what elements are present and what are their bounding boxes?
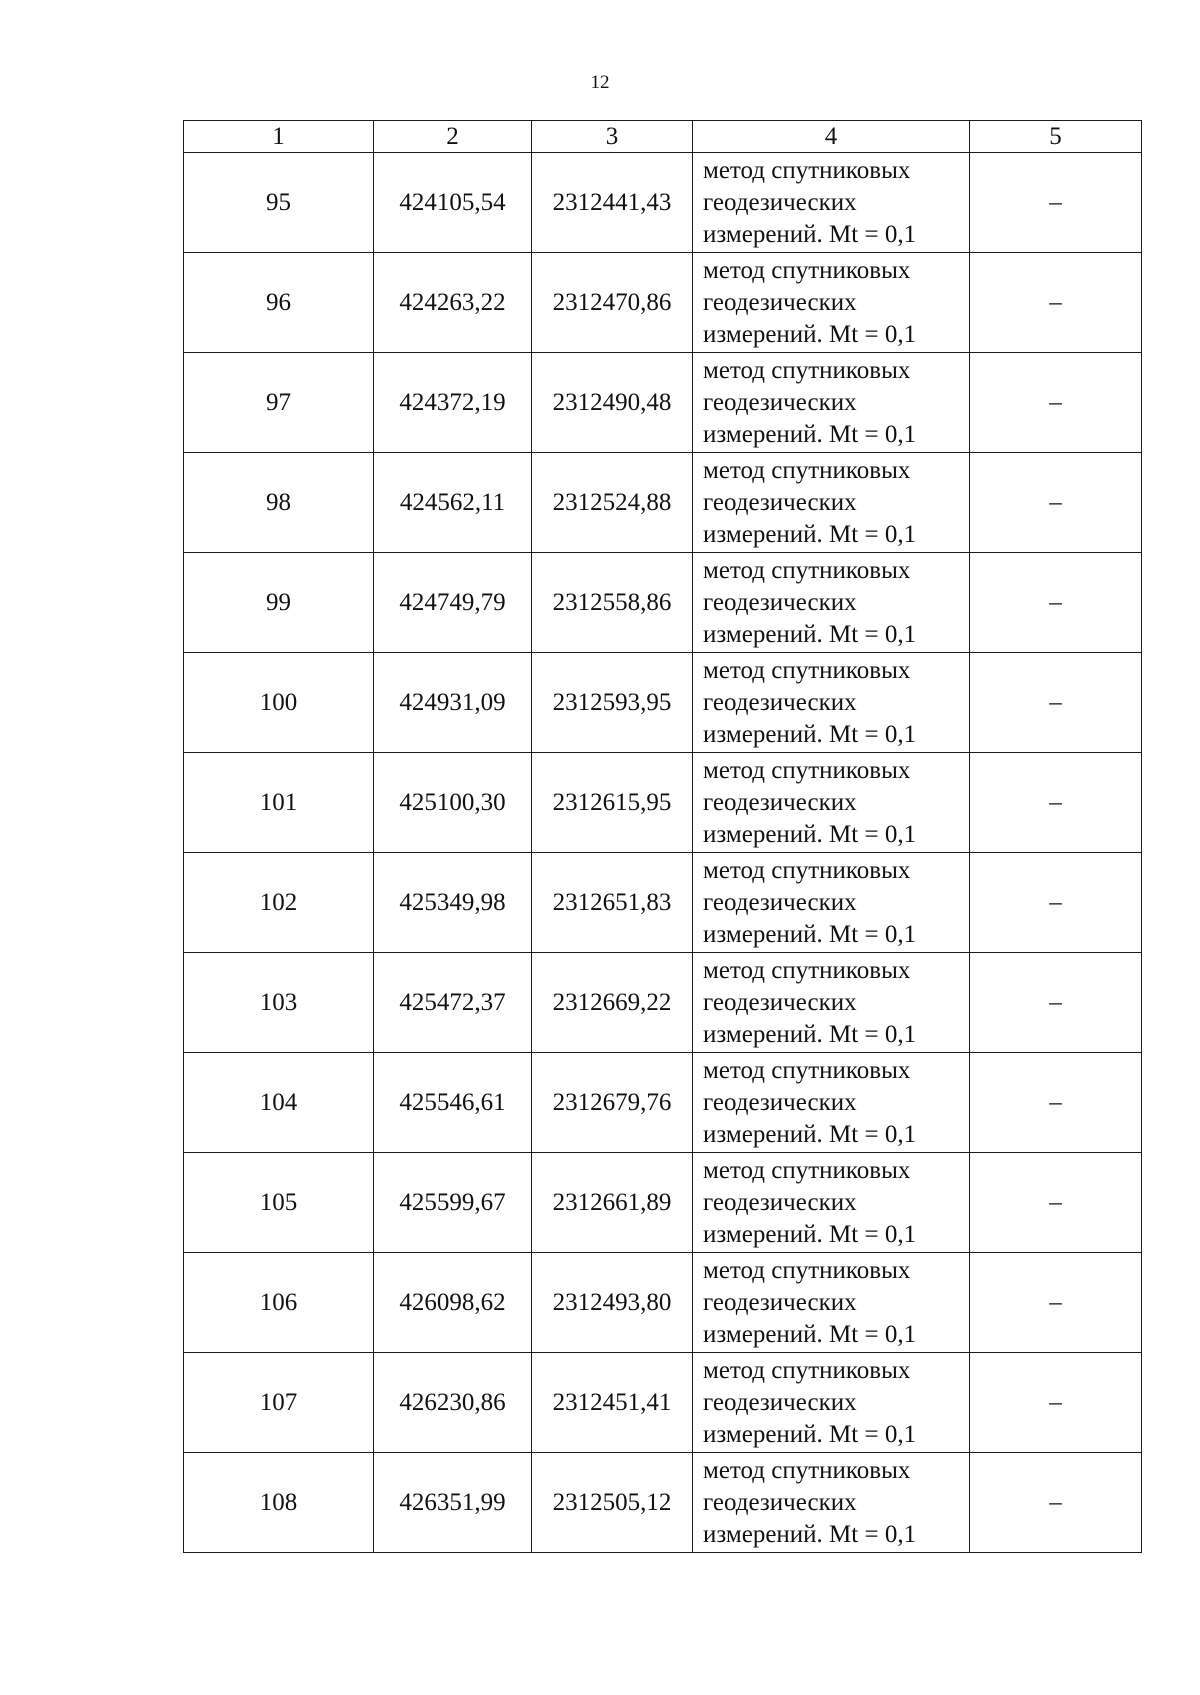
method-cell [693, 1053, 970, 1153]
method-line: метод спутниковых [703, 1056, 911, 1084]
table-row [184, 453, 1142, 553]
table-row [184, 953, 1142, 1053]
method-line: геодезических [703, 488, 857, 516]
method-line: метод спутниковых [703, 656, 911, 684]
table-header [184, 121, 1142, 153]
method-line: геодезических [703, 288, 857, 316]
x-coordinate-cell: 425100,30 [374, 753, 532, 853]
x-coordinate-cell: 425349,98 [374, 853, 532, 953]
column-header-5: 5 [970, 121, 1142, 153]
column-header-1: 1 [184, 121, 374, 153]
x-coordinate-cell: 424749,79 [374, 553, 532, 653]
x-coordinate-cell: 424931,09 [374, 653, 532, 753]
y-coordinate-cell: 2312470,86 [532, 253, 693, 353]
y-coordinate-cell: 2312661,89 [532, 1153, 693, 1253]
method-line: измерений. Mt = 0,1 [703, 1420, 917, 1448]
method-line: метод спутниковых [703, 1156, 911, 1184]
method-cell [693, 653, 970, 753]
table-row [184, 853, 1142, 953]
method-line: геодезических [703, 1088, 857, 1116]
table-row [184, 1153, 1142, 1253]
method-line: метод спутниковых [703, 256, 911, 284]
table-row [184, 653, 1142, 753]
page-number: 12 [590, 72, 610, 93]
method-line: измерений. Mt = 0,1 [703, 420, 917, 448]
method-line: измерений. Mt = 0,1 [703, 1020, 917, 1048]
method-line: метод спутниковых [703, 456, 911, 484]
method-line: измерений. Mt = 0,1 [703, 1220, 917, 1248]
method-cell [693, 1253, 970, 1353]
coordinates-table [183, 120, 1142, 1553]
method-line: метод спутниковых [703, 1456, 911, 1484]
method-line: измерений. Mt = 0,1 [703, 1120, 917, 1148]
table-row [184, 1253, 1142, 1353]
method-line: метод спутниковых [703, 1256, 911, 1284]
method-line: метод спутниковых [703, 856, 911, 884]
method-line: метод спутниковых [703, 1356, 911, 1384]
y-coordinate-cell: 2312679,76 [532, 1053, 693, 1153]
note-cell: – [970, 153, 1142, 253]
method-line: геодезических [703, 388, 857, 416]
point-number-cell: 103 [184, 953, 374, 1053]
method-cell [693, 753, 970, 853]
note-cell: – [970, 853, 1142, 953]
column-header-2: 2 [374, 121, 532, 153]
method-cell [693, 553, 970, 653]
point-number-cell: 95 [184, 153, 374, 253]
header-row [184, 121, 1142, 153]
method-line: измерений. Mt = 0,1 [703, 220, 917, 248]
method-cell [693, 953, 970, 1053]
y-coordinate-cell: 2312524,88 [532, 453, 693, 553]
table-row [184, 1453, 1142, 1553]
method-line: измерений. Mt = 0,1 [703, 1320, 917, 1348]
y-coordinate-cell: 2312493,80 [532, 1253, 693, 1353]
y-coordinate-cell: 2312669,22 [532, 953, 693, 1053]
x-coordinate-cell: 425472,37 [374, 953, 532, 1053]
method-line: измерений. Mt = 0,1 [703, 920, 917, 948]
y-coordinate-cell: 2312651,83 [532, 853, 693, 953]
x-coordinate-cell: 426351,99 [374, 1453, 532, 1553]
method-line: измерений. Mt = 0,1 [703, 320, 917, 348]
y-coordinate-cell: 2312593,95 [532, 653, 693, 753]
method-line: метод спутниковых [703, 356, 911, 384]
note-cell: – [970, 453, 1142, 553]
x-coordinate-cell: 425599,67 [374, 1153, 532, 1253]
point-number-cell: 108 [184, 1453, 374, 1553]
method-line: геодезических [703, 688, 857, 716]
table-row [184, 1353, 1142, 1453]
method-line: геодезических [703, 1188, 857, 1216]
x-coordinate-cell: 424105,54 [374, 153, 532, 253]
note-cell: – [970, 653, 1142, 753]
method-cell [693, 353, 970, 453]
point-number-cell: 102 [184, 853, 374, 953]
method-cell [693, 1153, 970, 1253]
method-cell [693, 253, 970, 353]
method-line: геодезических [703, 888, 857, 916]
method-line: метод спутниковых [703, 156, 911, 184]
method-cell [693, 153, 970, 253]
table-body [184, 153, 1142, 1553]
table-row [184, 253, 1142, 353]
point-number-cell: 104 [184, 1053, 374, 1153]
note-cell: – [970, 553, 1142, 653]
point-number-cell: 107 [184, 1353, 374, 1453]
x-coordinate-cell: 426230,86 [374, 1353, 532, 1453]
y-coordinate-cell: 2312558,86 [532, 553, 693, 653]
note-cell: – [970, 1253, 1142, 1353]
method-line: геодезических [703, 1488, 857, 1516]
x-coordinate-cell: 425546,61 [374, 1053, 532, 1153]
method-line: измерений. Mt = 0,1 [703, 1520, 917, 1548]
y-coordinate-cell: 2312441,43 [532, 153, 693, 253]
table-row [184, 753, 1142, 853]
method-line: измерений. Mt = 0,1 [703, 720, 917, 748]
method-line: геодезических [703, 988, 857, 1016]
method-cell [693, 453, 970, 553]
x-coordinate-cell: 424372,19 [374, 353, 532, 453]
point-number-cell: 100 [184, 653, 374, 753]
method-line: метод спутниковых [703, 956, 911, 984]
x-coordinate-cell: 424562,11 [374, 453, 532, 553]
method-line: геодезических [703, 188, 857, 216]
point-number-cell: 97 [184, 353, 374, 453]
note-cell: – [970, 1453, 1142, 1553]
table-row [184, 353, 1142, 453]
method-line: измерений. Mt = 0,1 [703, 820, 917, 848]
column-header-3: 3 [532, 121, 693, 153]
method-cell [693, 1453, 970, 1553]
method-line: геодезических [703, 588, 857, 616]
point-number-cell: 99 [184, 553, 374, 653]
y-coordinate-cell: 2312451,41 [532, 1353, 693, 1453]
method-line: геодезических [703, 1288, 857, 1316]
point-number-cell: 98 [184, 453, 374, 553]
point-number-cell: 105 [184, 1153, 374, 1253]
y-coordinate-cell: 2312615,95 [532, 753, 693, 853]
method-line: геодезических [703, 788, 857, 816]
method-line: измерений. Mt = 0,1 [703, 520, 917, 548]
method-cell [693, 853, 970, 953]
point-number-cell: 96 [184, 253, 374, 353]
table-row [184, 1053, 1142, 1153]
note-cell: – [970, 953, 1142, 1053]
method-line: измерений. Mt = 0,1 [703, 620, 917, 648]
y-coordinate-cell: 2312505,12 [532, 1453, 693, 1553]
note-cell: – [970, 1353, 1142, 1453]
point-number-cell: 101 [184, 753, 374, 853]
method-line: геодезических [703, 1388, 857, 1416]
note-cell: – [970, 353, 1142, 453]
method-cell [693, 1353, 970, 1453]
method-line: метод спутниковых [703, 756, 911, 784]
table-row [184, 153, 1142, 253]
note-cell: – [970, 1153, 1142, 1253]
x-coordinate-cell: 426098,62 [374, 1253, 532, 1353]
point-number-cell: 106 [184, 1253, 374, 1353]
note-cell: – [970, 1053, 1142, 1153]
x-coordinate-cell: 424263,22 [374, 253, 532, 353]
note-cell: – [970, 253, 1142, 353]
method-line: метод спутниковых [703, 556, 911, 584]
table-row [184, 553, 1142, 653]
y-coordinate-cell: 2312490,48 [532, 353, 693, 453]
note-cell: – [970, 753, 1142, 853]
column-header-4: 4 [693, 121, 970, 153]
